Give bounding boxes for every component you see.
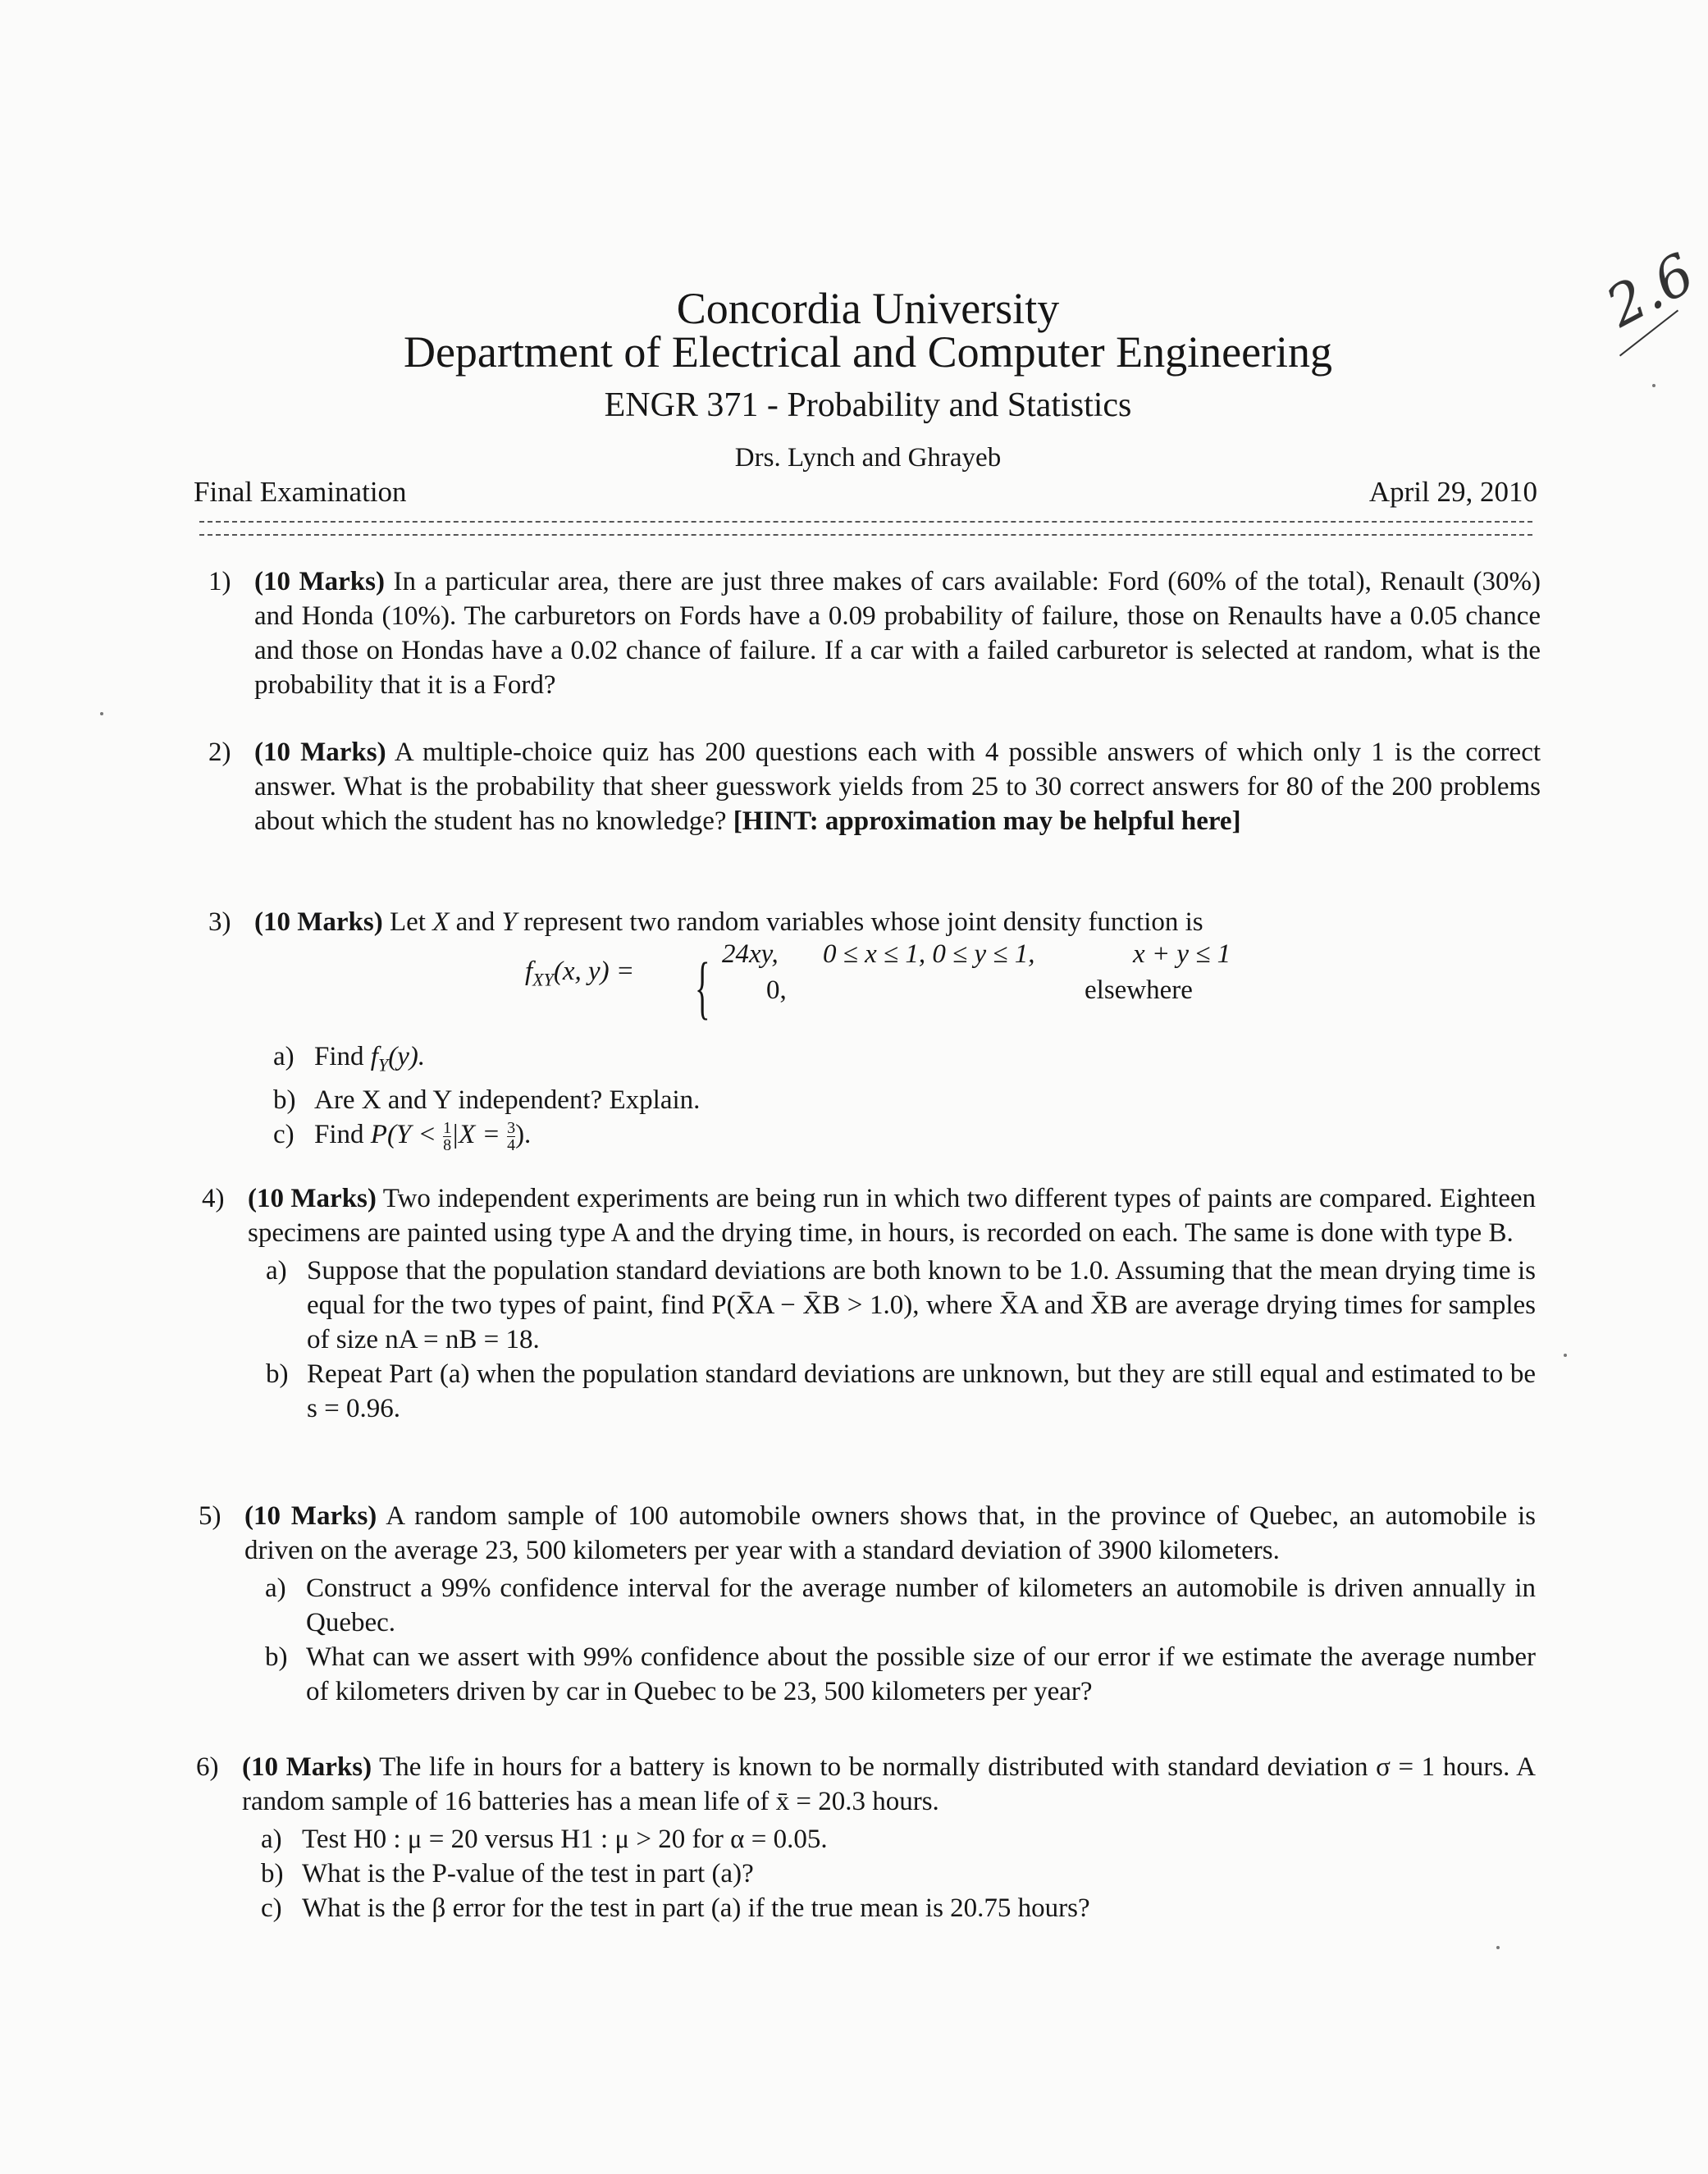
part-label: a) (273, 1042, 295, 1071)
fraction-denominator: 4 (507, 1135, 516, 1154)
department-name: Department of Electrical and Computer Engineering (403, 327, 1333, 377)
part-label: b) (261, 1859, 284, 1889)
question-number: 2) (208, 738, 231, 767)
question-marks: (10 Marks) (254, 567, 385, 596)
fraction-three-quarters (507, 1120, 515, 1153)
scan-speck (1652, 384, 1655, 387)
scan-speck (100, 712, 103, 715)
question-text: Let (389, 907, 426, 937)
formula-f: f (525, 957, 533, 986)
part-text: Construct a 99% confidence interval for the average number of kilometers an automobile is driven annually in Quebec. (306, 1573, 1536, 1637)
part-math-post: (y). (388, 1042, 426, 1071)
exam-date: April 29, 2010 (1368, 476, 1537, 508)
question-4 (202, 1181, 1537, 1426)
variable-y: Y (501, 907, 517, 937)
fraction-numerator: 3 (507, 1118, 516, 1137)
part-b (261, 1857, 1536, 1891)
course-title: ENGR 371 - Probability and Statistics (604, 386, 1132, 424)
part-b (265, 1640, 1536, 1709)
question-2 (208, 735, 1541, 838)
question-text: and (455, 907, 496, 937)
question-3 (208, 905, 1541, 939)
handwritten-grade: 2.6 (1596, 241, 1706, 340)
part-label: b) (265, 1642, 288, 1672)
part-math-mid: |X = (451, 1119, 500, 1149)
question-marks: (10 Marks) (254, 907, 383, 937)
question-text: A multiple-choice quiz has 200 questions each with 4 possible answers of which only 1 is the correct answer. What is the probability that sheer guesswork yields from 25 to 30 correct answers for 80 of the 200 problems about which the student has no knowledge? (254, 738, 1541, 836)
question-text: represent two random variables whose joint density function is (523, 907, 1203, 937)
question-hint: [HINT: approximation may be helpful here] (733, 806, 1241, 836)
part-text: Find (314, 1119, 364, 1149)
question-number: 6) (196, 1752, 219, 1782)
part-label: a) (265, 1573, 286, 1603)
part-a (261, 1822, 1536, 1857)
part-math-subscript: Y (377, 1054, 389, 1076)
question-marks: (10 Marks) (242, 1752, 372, 1782)
scan-speck (1564, 1354, 1567, 1357)
part-b (273, 1083, 1299, 1117)
case1-condition: 0 ≤ x ≤ 1, 0 ≤ y ≤ 1, (823, 939, 1035, 969)
part-a (265, 1571, 1536, 1640)
instructors: Drs. Lynch and Ghrayeb (734, 443, 1002, 473)
part-text: What can we assert with 99% confidence about the possible size of our error if we estimate the average number of kilometers driven by car in Quebec to be 23, 500 kilometers per year? (306, 1642, 1536, 1706)
part-math: P(Y < (370, 1119, 436, 1149)
question-marks: (10 Marks) (248, 1184, 377, 1213)
formula-args: (x, y) = (553, 957, 635, 986)
fraction-denominator: 8 (443, 1135, 452, 1154)
question-5 (199, 1499, 1536, 1709)
part-label: b) (266, 1359, 289, 1389)
formula-subscript: XY (532, 969, 554, 990)
part-label: a) (261, 1825, 282, 1854)
question-text: A random sample of 100 automobile owners shows that, in the province of Quebec, an automobile is driven on the average 23, 500 kilometers per year with a standard deviation of 3900 kilometers. (244, 1501, 1536, 1565)
part-text: Suppose that the population standard deviations are both known to be 1.0. Assuming that the mean drying time is equal for the two types of paint, find P(X̄A − X̄B > 1.0), where X̄A and X̄B are average drying times for samples of size nA = nB = 18. (307, 1256, 1536, 1354)
question-text: The life in hours for a battery is known to be normally distributed with standard deviation σ = 1 hours. A random sample of 16 batteries has a mean life of x̄ = 20.3 hours. (242, 1752, 1536, 1816)
part-c (261, 1891, 1536, 1925)
header-divider (199, 521, 1532, 536)
formula-lhs (525, 957, 634, 991)
part-text: Repeat Part (a) when the population standard deviations are unknown, but they are still equal and estimated to be s = 0.96. (307, 1359, 1536, 1423)
question-marks: (10 Marks) (254, 738, 386, 767)
variable-x: X (432, 907, 450, 937)
part-text: Test H0 : μ = 20 versus H1 : μ > 20 for α = 0.05. (302, 1825, 828, 1854)
question-marks: (10 Marks) (244, 1501, 377, 1531)
part-b (266, 1357, 1536, 1426)
scan-speck (1496, 1946, 1500, 1949)
fraction-numerator: 1 (443, 1118, 452, 1137)
exam-title: Final Examination (194, 476, 407, 508)
case1-condition-2: x + y ≤ 1 (1133, 939, 1231, 969)
part-a (266, 1254, 1536, 1357)
part-c (273, 1117, 1299, 1154)
part-text: What is the P-value of the test in part (a)? (302, 1859, 754, 1889)
part-label: a) (266, 1256, 287, 1286)
question-text: In a particular area, there are just three makes of cars available: Ford (60% of the total), Renault (30%) and Honda (10%). The carburetors on Fords have a 0.09 probability of failure, those on Renaults have a 0.05 chance and those on Hondas have a 0.02 chance of failure. If a car with a failed carburetor is selected at random, what is the probability that it is a Ford? (254, 567, 1541, 700)
university-name: Concordia University (676, 284, 1060, 333)
part-text: Find (314, 1042, 364, 1071)
part-math-post: ). (515, 1119, 532, 1149)
part-math: f (370, 1042, 378, 1071)
question-number: 4) (202, 1184, 225, 1213)
part-text: Are X and Y independent? Explain. (314, 1085, 701, 1115)
question-1 (208, 564, 1541, 702)
part-a (273, 1039, 1299, 1083)
part-label: c) (261, 1893, 282, 1923)
case2-condition: elsewhere (1085, 975, 1193, 1005)
question-6 (196, 1750, 1536, 1925)
fraction-one-eighth (443, 1120, 451, 1153)
left-brace: { (695, 948, 710, 1026)
case1-expression: 24xy, (722, 939, 779, 969)
question-number: 5) (199, 1501, 221, 1531)
part-text: What is the β error for the test in part (a) if the true mean is 20.75 hours? (302, 1893, 1090, 1923)
part-label: c) (273, 1119, 295, 1149)
question-number: 3) (208, 907, 231, 937)
question-3-parts (273, 1039, 1299, 1154)
question-text: Two independent experiments are being run in which two different types of paints are compared. Eighteen specimens are painted using type A and the drying time, in hours, is recorded on each. The same is done with type B. (248, 1184, 1537, 1248)
case2-expression: 0, (766, 975, 787, 1005)
question-number: 1) (208, 567, 231, 596)
part-label: b) (273, 1085, 296, 1115)
